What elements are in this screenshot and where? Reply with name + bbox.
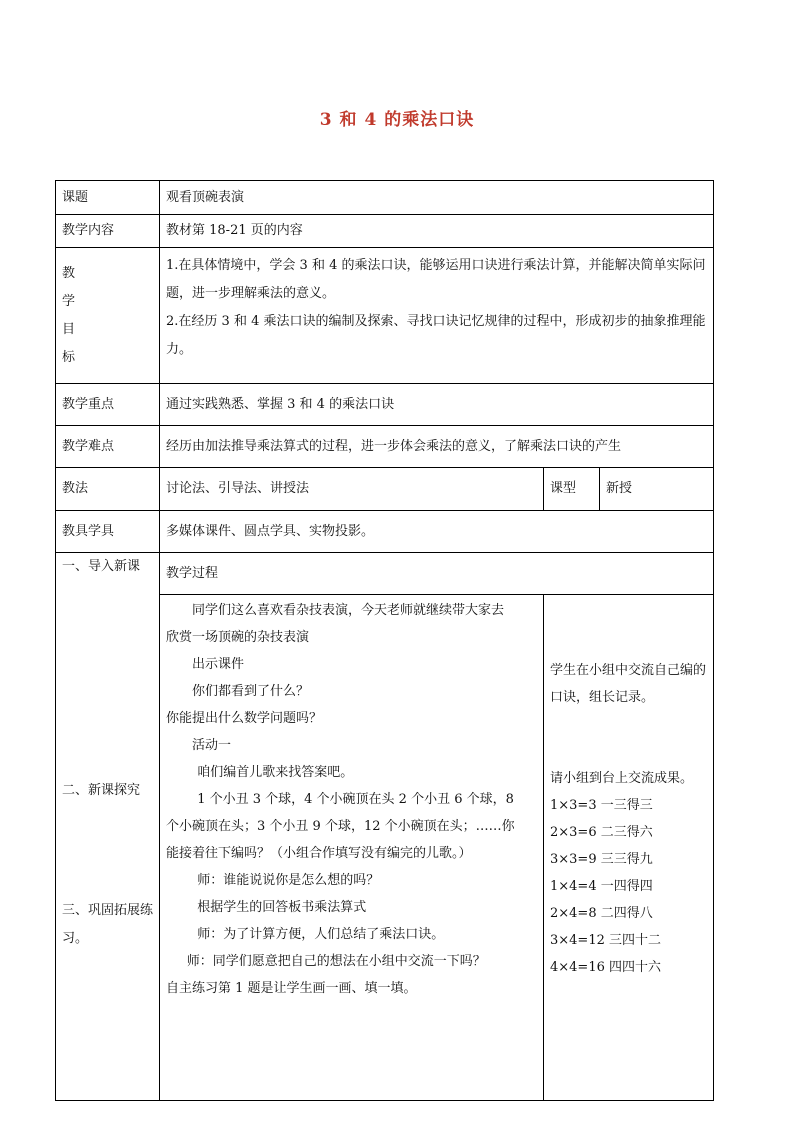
teacher-line: 个小碗顶在头；3 个小丑 9 个球，12 个小碗顶在头；……你 [166,819,515,834]
formula-line: 1×4=4 一四得四 [550,879,653,894]
row-key-points [56,384,714,426]
teacher-line: 1 个小丑 3 个球，4 个小碗顶在头 2 个小丑 6 个球，8 [197,792,514,807]
teacher-line: 师：谁能说说你是怎么想的吗？ [197,873,380,888]
row-method [56,468,714,511]
row-tools [56,511,714,553]
page-title: 3 和 4 的乘法口诀 [319,110,475,130]
teacher-line: 自主练习第 1 题是让学生画一画、填一填。 [166,981,417,996]
lesson-plan-table [55,180,714,1101]
formula-line: 3×4=12 三四十二 [550,933,662,948]
goal-item: 1.在具体情境中，学会 3 和 4 的乘法口诀，能够运用口诀进行乘法计算，并能解决简单实际问题，进一步理解乘法的意义。 [166,258,706,301]
formula-line: 2×4=8 二四得八 [550,906,653,921]
goals-label-char: 目 [62,321,76,337]
key-points-value: 通过实践熟悉、掌握 3 和 4 的乘法口诀 [160,384,714,426]
topic-value: 观看顶碗表演 [160,181,714,215]
row-content [56,215,714,248]
teacher-line: 师：为了计算方便，人们总结了乘法口诀。 [197,927,445,942]
teacher-line: 欣赏一场顶碗的杂技表演 [166,630,310,645]
teacher-line: 根据学生的回答板书乘法算式 [197,900,367,915]
student-line: 学生在小组中交流自己编的 [550,663,707,678]
teacher-line: 你们都看到了什么？ [192,684,310,699]
tools-value: 多媒体课件、圆点学具、实物投影。 [160,511,714,553]
formula-line: 3×3=9 三三得九 [550,852,653,867]
difficulties-label: 教学难点 [56,426,160,468]
row-goals [56,248,714,384]
student-activities [544,595,714,1101]
stage-practice: 三、巩固拓展练习。 [62,903,154,946]
teacher-line: 出示课件 [192,657,245,672]
process-header: 教学过程 [160,553,714,595]
lesson-type-label: 课型 [544,468,600,511]
student-line: 口诀，组长记录。 [550,690,655,705]
topic-label: 课题 [56,181,160,215]
goals-value [160,248,714,384]
content-value: 教材第 18-21 页的内容 [160,215,714,248]
goal-item: 2.在经历 3 和 4 乘法口诀的编制及探索、寻找口诀记忆规律的过程中，形成初步的抽象推理能力。 [166,314,706,357]
formula-line: 2×3=6 二三得六 [550,825,653,840]
stage-explore: 二、新课探究 [62,783,141,798]
goals-label [56,248,160,384]
process-stages [56,553,160,1101]
key-points-label: 教学重点 [56,384,160,426]
method-value: 讨论法、引导法、讲授法 [160,468,544,511]
teacher-activities [160,595,544,1101]
teacher-line: 咱们编首儿歌来找答案吧。 [197,765,354,780]
row-difficulties [56,426,714,468]
goals-label-char: 教 [62,265,76,281]
difficulties-value: 经历由加法推导乘法算式的过程，进一步体会乘法的意义，了解乘法口诀的产生 [160,426,714,468]
teacher-line: 活动一 [192,738,232,753]
formula-line: 1×3=3 一三得三 [550,798,653,813]
teacher-line: 师：同学们愿意把自己的想法在小组中交流一下吗？ [186,954,486,969]
goals-label-char: 标 [62,349,76,365]
content-label: 教学内容 [56,215,160,248]
teacher-line: 能接着往下编吗？（小组合作填写没有编完的儿歌。） [166,846,472,861]
student-line: 请小组到台上交流成果。 [550,771,694,786]
row-topic [56,181,714,215]
goals-label-char: 学 [62,293,76,309]
teacher-line: 同学们这么喜欢看杂技表演，今天老师就继续带大家去 [192,603,505,618]
tools-label: 教具学具 [56,511,160,553]
lesson-type-value: 新授 [600,468,714,511]
stage-intro: 一、导入新课 [62,559,141,574]
row-process-header [56,553,714,595]
teacher-line: 你能提出什么数学问题吗？ [166,711,323,726]
formula-line: 4×4=16 四四十六 [550,960,662,975]
method-label: 教法 [56,468,160,511]
